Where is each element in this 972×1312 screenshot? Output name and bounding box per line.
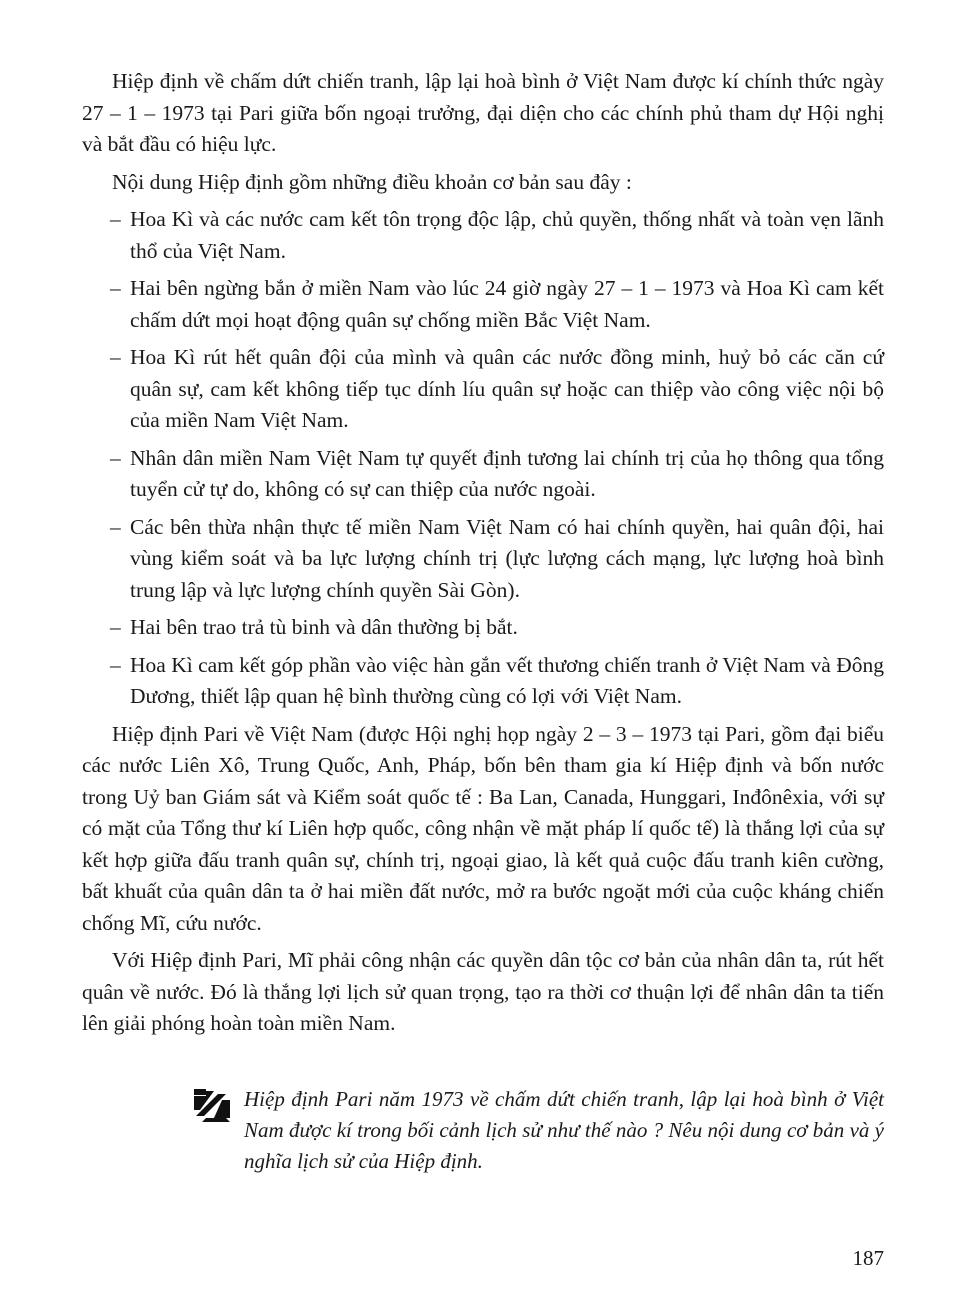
dash-bullet: – (110, 276, 121, 300)
paragraph-significance: Hiệp định Pari về Việt Nam (được Hội nghị họp ngày 2 – 3 – 1973 tại Pari, gồm đại biểu các nước Liên Xô, Trung Quốc, Anh, Pháp, bốn bên tham gia kí Hiệp định và bốn nước trong Uỷ ban Giám sát và Kiểm soát quốc tế : Ba Lan, Canada, Hunggari, Inđônêxia, với sự có mặt của Tổng thư kí Liên hợp quốc, công nhận về mặt pháp lí quốc tế) là thắng lợi của sự kết hợp giữa đấu tranh quân sự, chính trị, ngoại giao, là kết quả cuộc đấu tranh kiên cường, bất khuất của quân dân ta ở hai miền đất nước, mở ra bước ngoặt mới của cuộc kháng chiến chống Mĩ, cứu nước. (82, 721, 884, 935)
clause-item (82, 204, 884, 267)
page-number: 187 (852, 1246, 884, 1270)
pencil-question-icon (192, 1088, 232, 1124)
clause-text: Nhân dân miền Nam Việt Nam tự quyết định tương lai chính trị của họ thông qua tổng tuyển cử tự do, không có sự can thiệp của nước ngoài. (130, 445, 884, 501)
review-question (192, 1084, 884, 1177)
clause-item (82, 612, 884, 644)
dash-bullet: – (110, 514, 121, 539)
dash-bullet: – (110, 345, 121, 369)
paragraph-signing: Hiệp định về chấm dứt chiến tranh, lập lại hoà bình ở Việt Nam được kí chính thức ngày 27 – 1 – 1973 tại Pari giữa bốn ngoại trưởng, đại diện cho các chính phủ tham dự Hội nghị và bắt đầu có hiệu lực. (82, 69, 884, 156)
clause-list (82, 204, 884, 713)
paragraph-conclusion: Với Hiệp định Pari, Mĩ phải công nhận các quyền dân tộc cơ bản của nhân dân ta, rút hết quân về nước. Đó là thắng lợi lịch sử quan trọng, tạo ra thời cơ thuận lợi để nhân dân ta tiến lên giải phóng hoàn toàn miền Nam. (82, 948, 884, 1035)
question-text: Hiệp định Pari năm 1973 về chấm dứt chiến tranh, lập lại hoà bình ở Việt Nam được kí trong bối cảnh lịch sử như thế nào ? Nêu nội dung cơ bản và ý nghĩa lịch sử của Hiệp định. (244, 1087, 884, 1173)
clause-text: Hoa Kì rút hết quân đội của mình và quân các nước đồng minh, huỷ bỏ các căn cứ quân sự, cam kết không tiếp tục dính líu quân sự hoặc can thiệp vào công việc nội bộ của miền Nam Việt Nam. (130, 345, 884, 432)
clause-text: Hai bên ngừng bắn ở miền Nam vào lúc 24 giờ ngày 27 – 1 – 1973 và Hoa Kì cam kết chấm dứt mọi hoạt động quân sự chống miền Bắc Việt Nam. (130, 276, 884, 332)
clause-item (82, 512, 884, 607)
clause-text: Hai bên trao trả tù binh và dân thường bị bắt. (130, 615, 518, 639)
dash-bullet: – (110, 652, 121, 677)
clause-text: Hoa Kì và các nước cam kết tôn trọng độc lập, chủ quyền, thống nhất và toàn vẹn lãnh thổ của Việt Nam. (130, 207, 884, 263)
paragraph-contents-intro: Nội dung Hiệp định gồm những điều khoản cơ bản sau đây : (112, 169, 632, 194)
dash-bullet: – (110, 445, 121, 470)
dash-bullet: – (110, 207, 121, 231)
clause-item (82, 342, 884, 437)
clause-item (82, 443, 884, 506)
clause-item (82, 273, 884, 336)
body-text (82, 66, 884, 1046)
dash-bullet: – (110, 615, 121, 639)
clause-text: Các bên thừa nhận thực tế miền Nam Việt Nam có hai chính quyền, hai quân đội, hai vùng kiểm soát và ba lực lượng chính trị (lực lượng cách mạng, lực lượng hoà bình trung lập và lực lượng chính quyền Sài Gòn). (130, 514, 884, 602)
clause-item (82, 650, 884, 713)
clause-text: Hoa Kì cam kết góp phần vào việc hàn gắn vết thương chiến tranh ở Việt Nam và Đông Dương, thiết lập quan hệ bình thường cùng có lợi với Việt Nam. (130, 652, 884, 708)
